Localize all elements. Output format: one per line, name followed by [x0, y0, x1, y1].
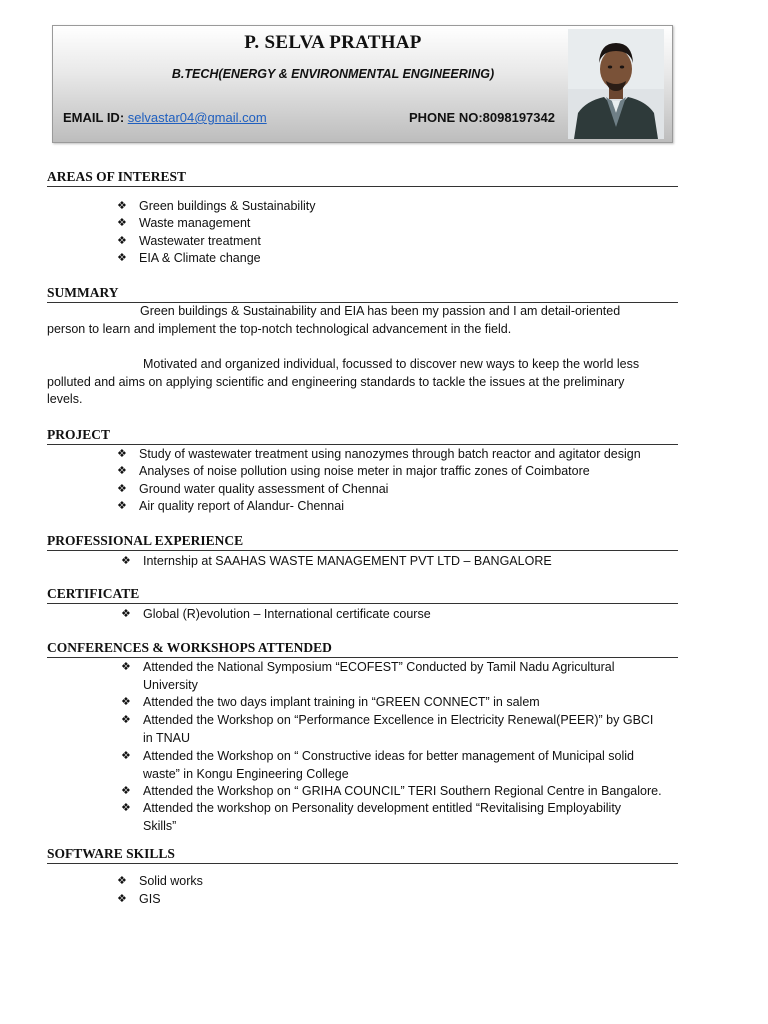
- list-item: ❖ GIS: [117, 892, 161, 906]
- bullet-icon: ❖: [121, 608, 131, 620]
- bullet-icon: ❖: [121, 696, 131, 708]
- section-heading-areas: AREAS OF INTEREST: [47, 169, 678, 187]
- bullet-icon: ❖: [117, 252, 127, 264]
- list-item: ❖ Air quality report of Alandur- Chennai: [117, 499, 344, 513]
- list-item: ❖ EIA & Climate change: [117, 251, 261, 265]
- bullet-icon: ❖: [117, 465, 127, 477]
- bullet-icon: ❖: [117, 200, 127, 212]
- list-item: ❖ Study of wastewater treatment using nanozymes through batch reactor and agitator design: [117, 447, 641, 461]
- list-item: ❖ Attended the National Symposium “ECOFEST” Conducted by Tamil Nadu Agricultural University: [121, 660, 615, 692]
- email-row: [63, 110, 267, 125]
- bullet-icon: ❖: [121, 785, 131, 797]
- list-item: ❖ Wastewater treatment: [117, 234, 261, 248]
- resume-header: [52, 25, 673, 143]
- bullet-icon: ❖: [121, 661, 131, 673]
- list-item: ❖ Attended the Workshop on “Performance Excellence in Electricity Renewal(PEER)” by GBCI in TNAU: [121, 713, 654, 745]
- bullet-icon: ❖: [117, 875, 127, 887]
- section-heading-project: PROJECT: [47, 427, 678, 445]
- bullet-icon: ❖: [117, 448, 127, 460]
- list-item: ❖ Attended the Workshop on “ GRIHA COUNCIL” TERI Southern Regional Centre in Bangalore.: [121, 784, 662, 798]
- section-heading-conferences: CONFERENCES & WORKSHOPS ATTENDED: [47, 640, 678, 658]
- section-heading-certificate: CERTIFICATE: [47, 586, 678, 604]
- email-link[interactable]: selvastar04@gmail.com: [127, 110, 267, 125]
- bullet-icon: ❖: [117, 483, 127, 495]
- summary-paragraph-2: Motivated and organized individual, focussed to discover new ways to keep the world less polluted and aims on applying scientific and engineering standards to tackle the issues at the preliminary levels.: [47, 357, 640, 406]
- summary-paragraph-1: Green buildings & Sustainability and EIA has been my passion and I am detail-oriented person to learn and implement the top-notch technological advancement in the field.: [47, 304, 621, 336]
- bullet-icon: ❖: [117, 893, 127, 905]
- bullet-icon: ❖: [121, 750, 131, 762]
- list-item: ❖ Green buildings & Sustainability: [117, 199, 316, 213]
- bullet-icon: ❖: [121, 802, 131, 814]
- candidate-name: P. SELVA PRATHAP: [244, 32, 422, 53]
- phone-number: PHONE NO:8098197342: [409, 110, 555, 125]
- list-item: ❖ Solid works: [117, 874, 203, 888]
- list-item: ❖ Waste management: [117, 216, 251, 230]
- list-item: ❖ Analyses of noise pollution using noise meter in major traffic zones of Coimbatore: [117, 464, 590, 478]
- bullet-icon: ❖: [117, 235, 127, 247]
- bullet-icon: ❖: [117, 500, 127, 512]
- list-item: ❖ Internship at SAAHAS WASTE MANAGEMENT PVT LTD – BANGALORE: [121, 554, 552, 568]
- bullet-icon: ❖: [121, 555, 131, 567]
- bullet-icon: ❖: [121, 714, 131, 726]
- list-item: ❖ Attended the Workshop on “ Constructive ideas for better management of Municipal solid waste” in Kongu Engineering College: [121, 749, 635, 781]
- section-heading-software: SOFTWARE SKILLS: [47, 846, 678, 864]
- section-heading-summary: SUMMARY: [47, 285, 678, 303]
- list-item: ❖ Attended the workshop on Personality development entitled “Revitalising Employability Skills”: [121, 801, 622, 833]
- list-item: ❖ Attended the two days implant training in “GREEN CONNECT” in salem: [121, 695, 540, 709]
- bullet-icon: ❖: [117, 217, 127, 229]
- profile-photo: [568, 29, 664, 139]
- candidate-degree: B.TECH(ENERGY & ENVIRONMENTAL ENGINEERING): [171, 67, 495, 81]
- list-item: ❖ Global (R)evolution – International certificate course: [121, 607, 431, 621]
- email-label: EMAIL ID:: [63, 110, 128, 125]
- list-item: ❖ Ground water quality assessment of Chennai: [117, 482, 389, 496]
- section-heading-experience: PROFESSIONAL EXPERIENCE: [47, 533, 678, 551]
